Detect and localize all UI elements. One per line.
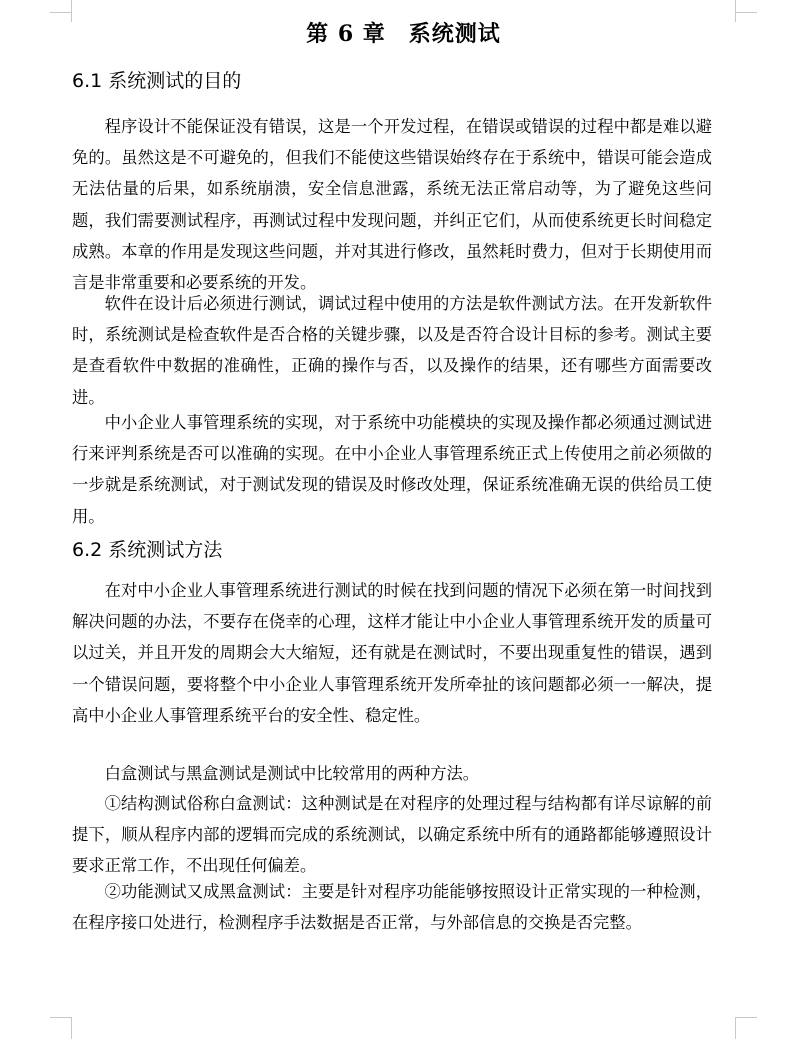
section-heading-6-2: 6.2 系统测试方法 [72, 539, 223, 561]
crop-mark-bottom-right-h [735, 1017, 757, 1018]
paragraph: ①结构测试俗称白盒测试：这种测试是在对程序的处理过程与结构都有详尽谅解的前提下，顺从程序内部的逻辑而完成的系统测试，以确定系统中所有的通路都能够遵照设计要求正常工作，不出现任何偏差。 [72, 794, 712, 876]
chapter-title: 第 6 章 系统测试 [306, 21, 501, 47]
paragraph: 软件在设计后必须进行测试，调试过程中使用的方法是软件测试方法。在开发新软件时，系统测试是检查软件是否合格的关键步骤，以及是否符合设计目标的参考。测试主要是查看软件中数据的准确性，正确的操作与否，以及操作的结果，还有哪些方面需要改进。 [72, 294, 712, 407]
paragraph: 中小企业人事管理系统的实现，对于系统中功能模块的实现及操作都必须通过测试进行来评判系统是否可以准确的实现。在中小企业人事管理系统正式上传使用之前必须做的一步就是系统测试，对于测试发现的错误及时修改处理，保证系统准确无误的供给员工使用。 [72, 413, 712, 526]
crop-mark-top-right-h [735, 12, 757, 13]
crop-mark-bottom-left-v [71, 1017, 72, 1039]
paragraph: ②功能测试又成黑盒测试：主要是针对程序功能能够按照设计正常实现的一种检测，在程序接口处进行，检测程序手法数据是否正常，与外部信息的交换是否完整。 [72, 882, 712, 933]
paragraph: 在对中小企业人事管理系统进行测试的时候在找到问题的情况下必须在第一时间找到解决问题的办法，不要存在侥幸的心理，这样才能让中小企业人事管理系统开发的质量可以过关，并且开发的周期会大大缩短，还有就是在测试时，不要出现重复性的错误，遇到一个错误问题，要将整个中小企业人事管理系统开发所牵扯的该问题都必须一一解决，提高中小企业人事管理系统平台的安全性、稳定性。 [72, 581, 712, 725]
paragraph: 程序设计不能保证没有错误，这是一个开发过程，在错误或错误的过程中都是难以避免的。虽然这是不可避免的，但我们不能使这些错误始终存在于系统中，错误可能会造成无法估量的后果，如系统崩溃，安全信息泄露，系统无法正常启动等，为了避免这些问题，我们需要测试程序，再测试过程中发现问题，并纠正它们，从而使系统更长时间稳定成熟。本章的作用是发现这些问题，并对其进行修改，虽然耗时费力，但对于长期使用而言是非常重要和必要系统的开发。 [72, 117, 712, 293]
section-heading-6-1: 6.1 系统测试的目的 [72, 70, 242, 92]
crop-mark-top-left-h [50, 12, 72, 13]
crop-mark-bottom-left-h [50, 1017, 72, 1018]
paragraph: 白盒测试与黑盒测试是测试中比较常用的两种方法。 [104, 764, 480, 783]
crop-mark-bottom-right-v [735, 1017, 736, 1039]
